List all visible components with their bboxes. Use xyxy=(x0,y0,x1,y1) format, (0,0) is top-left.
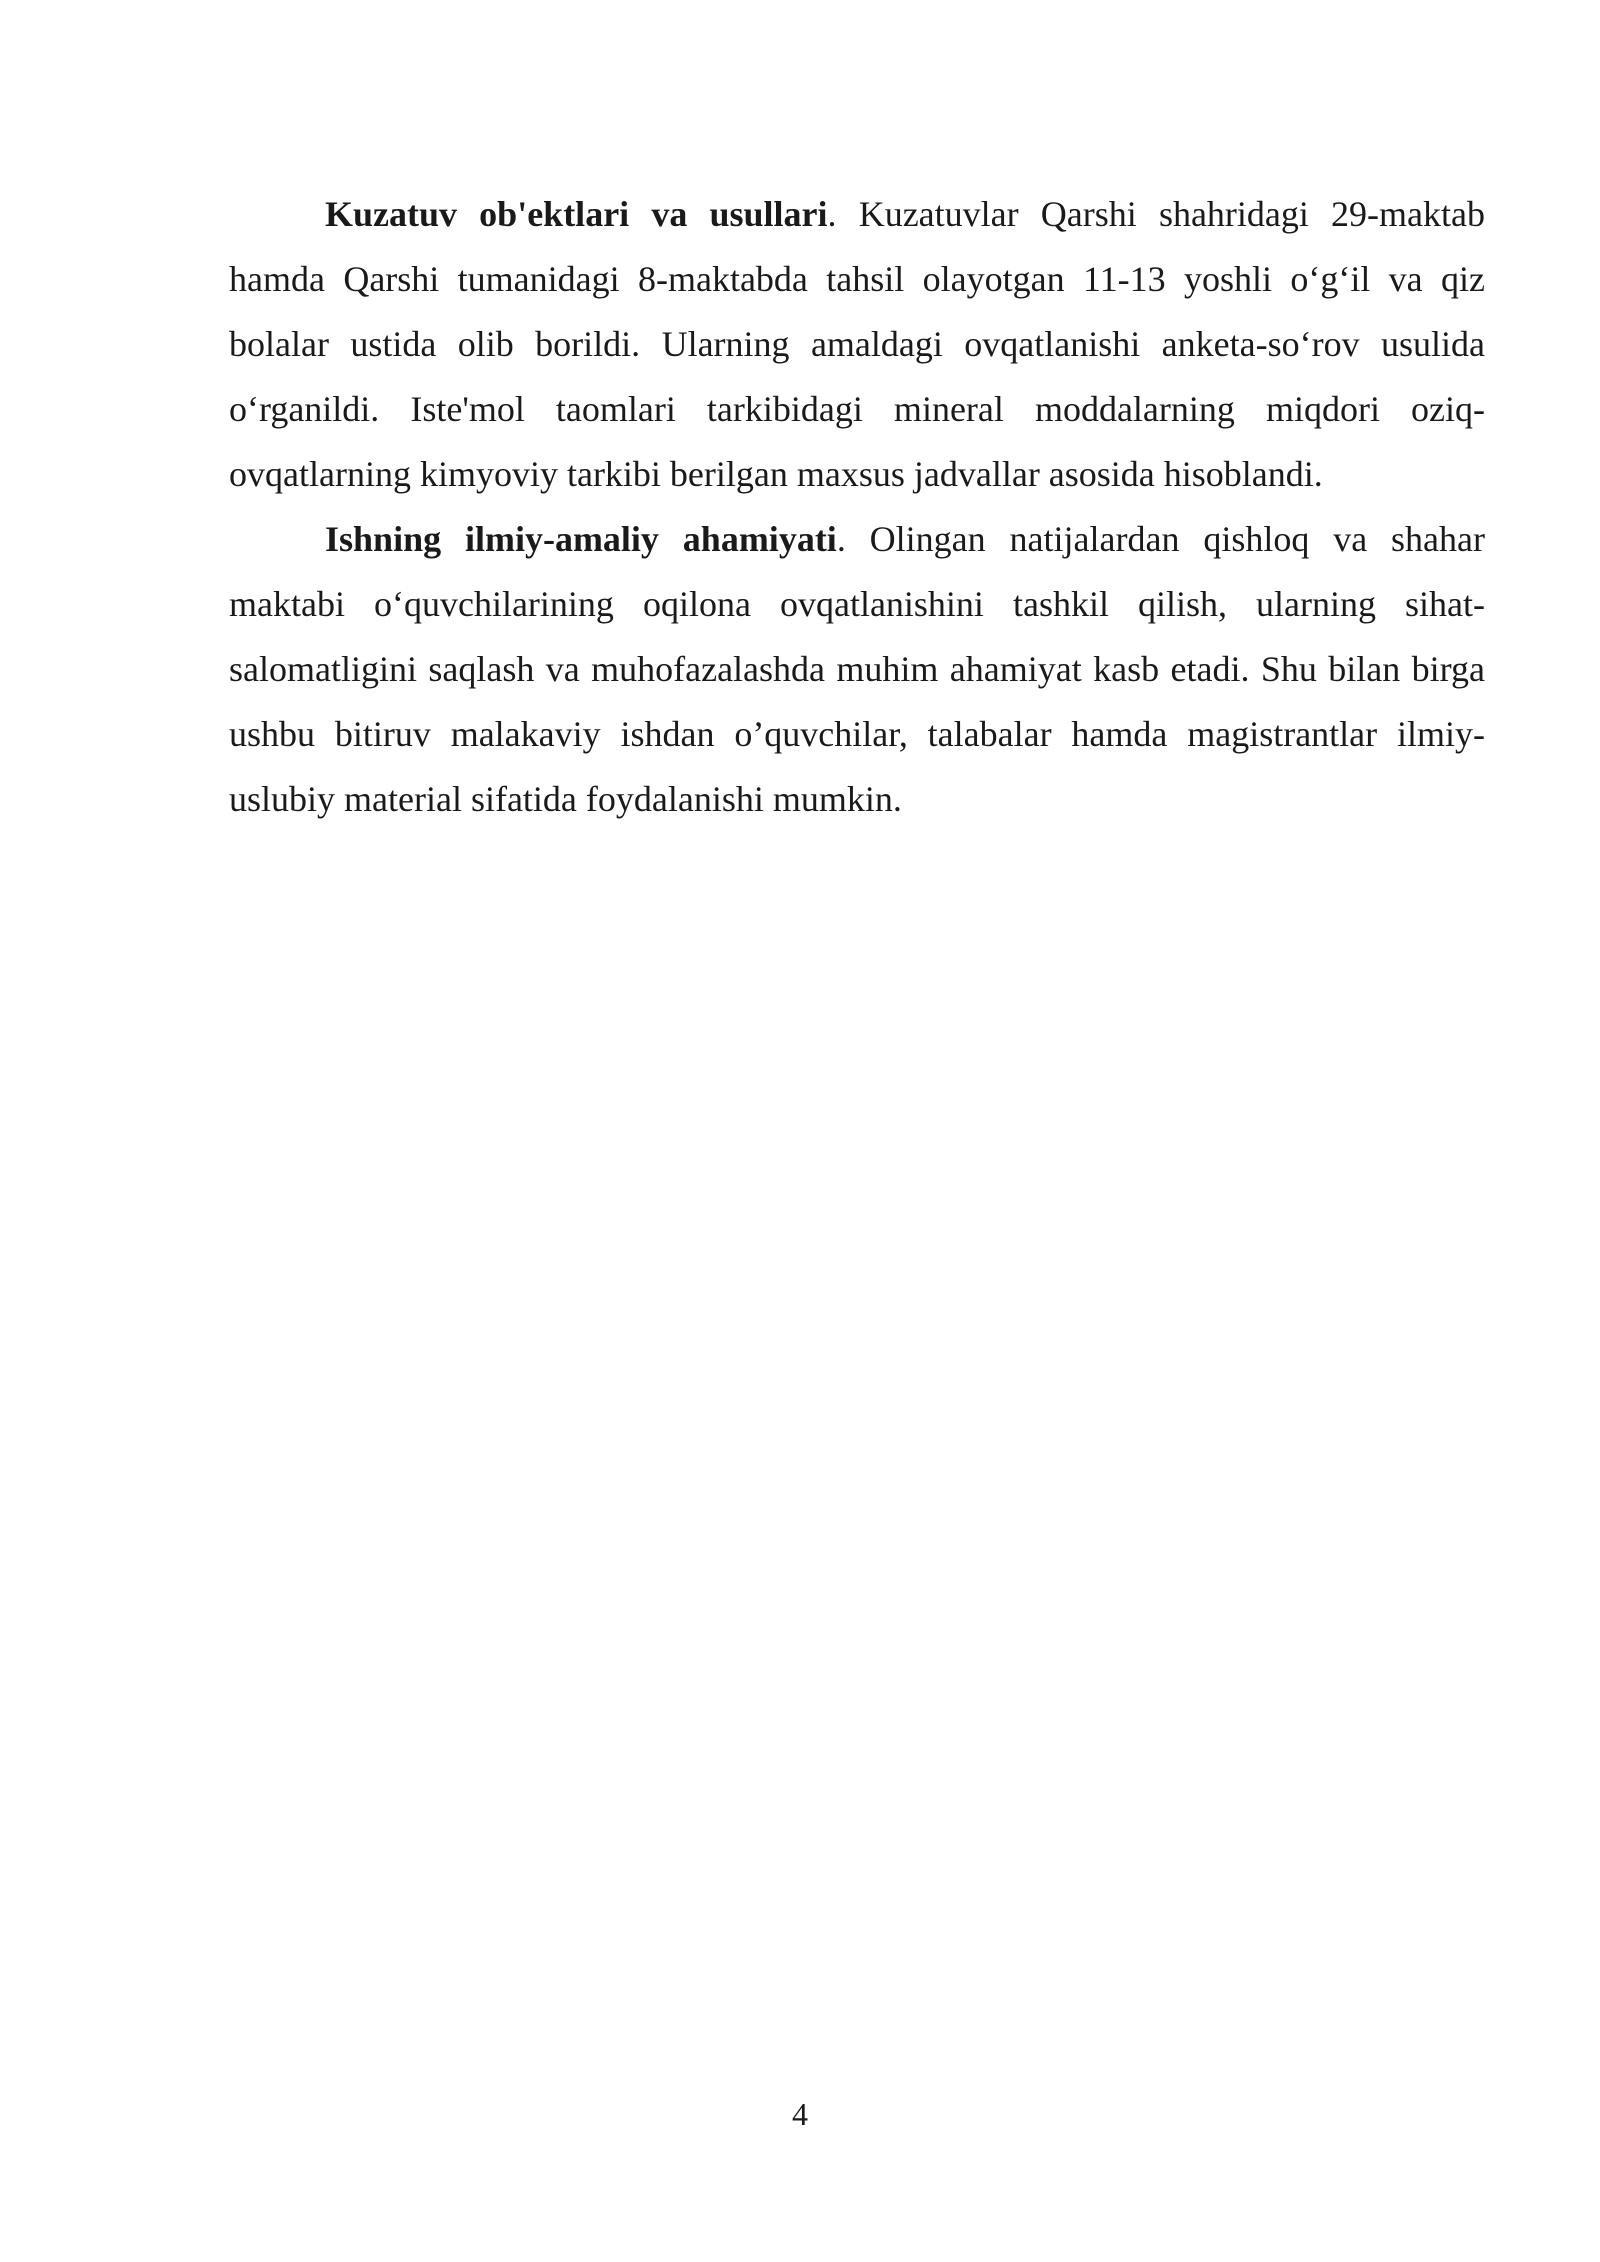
page-number: 4 xyxy=(792,2096,808,2132)
paragraph-practical-significance xyxy=(229,507,1485,832)
paragraph-heading: Kuzatuv ob'ektlari va usullari xyxy=(325,194,828,234)
paragraph-observation-objects xyxy=(229,182,1485,507)
paragraph-body: . Kuzatuvlar Qarshi shahridagi 29-maktab hamda Qarshi tumanidagi 8-maktabda tahsil olayotgan 11-13 yoshli o‘g‘il va qiz bolalar ustida olib borildi. Ularning amaldagi ovqatlanishi anketa-so‘rov usulida o‘rganildi. Iste'mol taomlari tarkibidagi mineral moddalarning miqdori oziq-ovqatlarning kimyoviy tarkibi berilgan maxsus jadvallar asosida hisoblandi. xyxy=(229,194,1486,494)
body-text xyxy=(229,182,1485,832)
paragraph-heading: Ishning ilmiy-amaliy ahamiyati xyxy=(325,519,837,559)
paragraph-body: . Olingan natijalardan qishloq va shahar maktabi o‘quvchilarining oqilona ovqatlanishini tashkil qilish, ularning sihat-salomatligini saqlash va muhofazalashda muhim ahamiyat kasb etadi. Shu bilan birga ushbu bitiruv malakaviy ishdan o’quvchilar, talabalar hamda magistrantlar ilmiy-uslubiy material sifatida foydalanishi mumkin. xyxy=(229,519,1486,819)
